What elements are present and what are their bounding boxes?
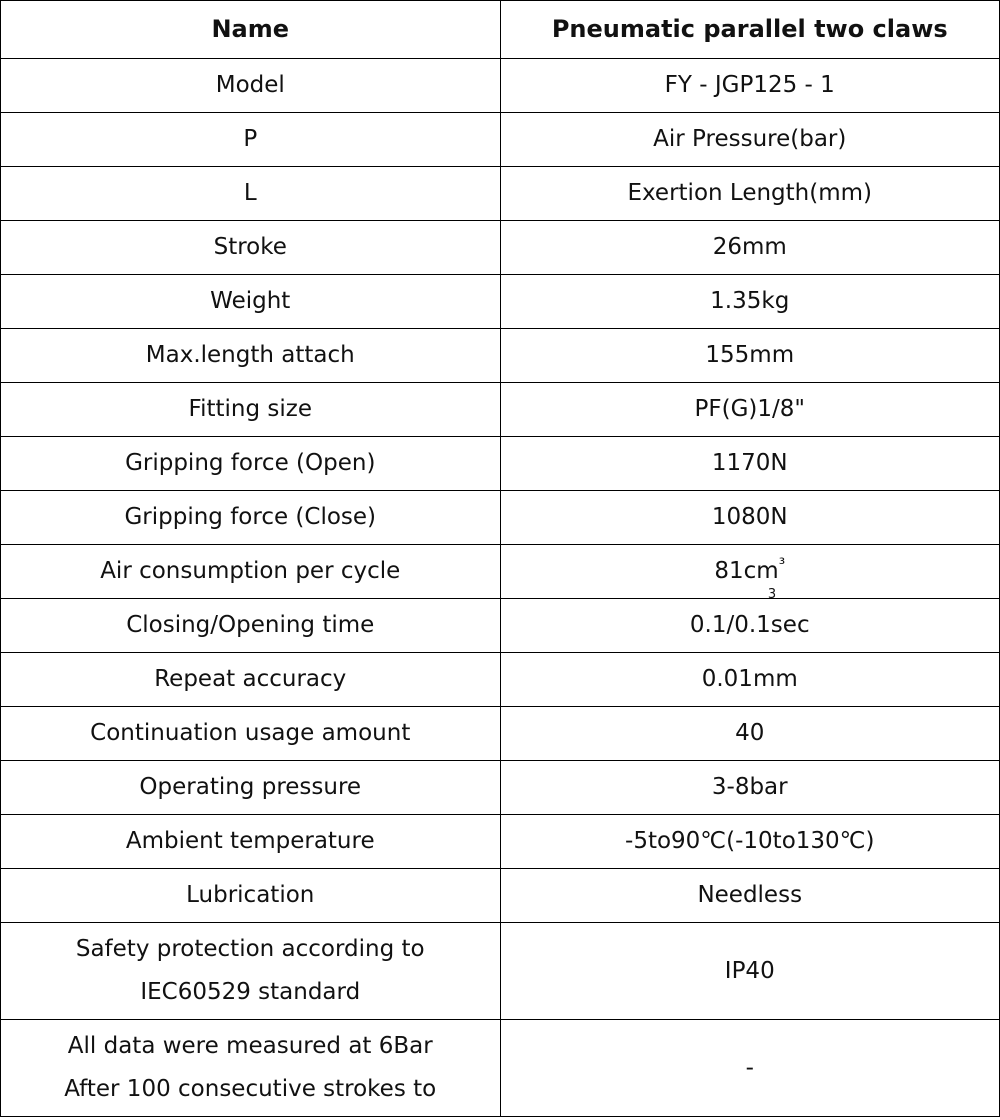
row-value-safety-protection: IP40 [500, 923, 1000, 1020]
row-name-max-length: Max.length attach [1, 329, 501, 383]
table-row [1, 113, 1000, 167]
table-row [1, 329, 1000, 383]
row-value-fitting-size: PF(G)1/8" [500, 383, 1000, 437]
row-value-gripping-open: 1170N [500, 437, 1000, 491]
table-row [1, 59, 1000, 113]
table-row [1, 923, 1000, 1020]
safety-protection-line-1: Safety protection according to [75, 936, 425, 962]
safety-protection-line-2: IEC60529 standard [140, 979, 361, 1005]
spec-table-header [1, 1, 1000, 59]
row-value-stroke: 26mm [500, 221, 1000, 275]
table-row [1, 275, 1000, 329]
row-name-operating-pressure: Operating pressure [1, 761, 501, 815]
measurement-note-line-1: All data were measured at 6Bar [67, 1033, 433, 1059]
row-name-gripping-close: Gripping force (Close) [1, 491, 501, 545]
row-value-closing-opening-time [500, 587, 1000, 653]
row-value-model: FY - JGP125 - 1 [500, 59, 1000, 113]
row-name-air-consumption: Air consumption per cycle [1, 545, 501, 599]
table-row [1, 437, 1000, 491]
closing-time-wrap [689, 587, 810, 647]
row-value-air-consumption [500, 545, 1000, 602]
row-name-model: Model [1, 59, 501, 113]
row-value-repeat-accuracy: 0.01mm [500, 653, 1000, 707]
table-row [1, 653, 1000, 707]
table-row [1, 707, 1000, 761]
cubic-superscript: ³ [778, 554, 786, 574]
row-value-ambient-temperature: -5to90℃(-10to130℃) [500, 815, 1000, 869]
row-name-ambient-temperature: Ambient temperature [1, 815, 501, 869]
row-name-continuation-usage: Continuation usage amount [1, 707, 501, 761]
spec-table-body [1, 59, 1000, 1117]
row-value-max-length: 155mm [500, 329, 1000, 383]
row-name-p: P [1, 113, 501, 167]
row-value-lubrication: Needless [500, 869, 1000, 923]
row-value-gripping-close: 1080N [500, 491, 1000, 545]
table-row [1, 599, 1000, 653]
row-name-measurement-note [1, 1020, 501, 1117]
row-name-stroke: Stroke [1, 221, 501, 275]
row-value-operating-pressure: 3-8bar [500, 761, 1000, 815]
row-name-repeat-accuracy: Repeat accuracy [1, 653, 501, 707]
row-value-p: Air Pressure(bar) [500, 113, 1000, 167]
row-value-measurement-note: - [500, 1020, 1000, 1117]
table-row [1, 815, 1000, 869]
table-row [1, 869, 1000, 923]
table-row [1, 545, 1000, 599]
air-consumption-value: 81cm [714, 558, 779, 584]
row-name-closing-opening-time: Closing/Opening time [1, 599, 501, 653]
row-name-gripping-open: Gripping force (Open) [1, 437, 501, 491]
table-row [1, 221, 1000, 275]
table-row [1, 491, 1000, 545]
row-name-safety-protection [1, 923, 501, 1020]
table-row [1, 167, 1000, 221]
row-name-lubrication: Lubrication [1, 869, 501, 923]
row-value-weight: 1.35kg [500, 275, 1000, 329]
header-row [1, 1, 1000, 59]
row-name-fitting-size: Fitting size [1, 383, 501, 437]
row-value-continuation-usage: 40 [500, 707, 1000, 761]
table-row [1, 1020, 1000, 1117]
table-row [1, 383, 1000, 437]
stray-superscript-mark: 3 [767, 587, 777, 602]
header-value-cell: Pneumatic parallel two claws [500, 1, 1000, 59]
measurement-note-line-2: After 100 consecutive strokes to [64, 1076, 437, 1102]
table-row [1, 761, 1000, 815]
row-name-l: L [1, 167, 501, 221]
row-name-weight: Weight [1, 275, 501, 329]
header-name-cell: Name [1, 1, 501, 59]
row-value-l: Exertion Length(mm) [500, 167, 1000, 221]
closing-time-value: 0.1/0.1sec [689, 612, 810, 638]
